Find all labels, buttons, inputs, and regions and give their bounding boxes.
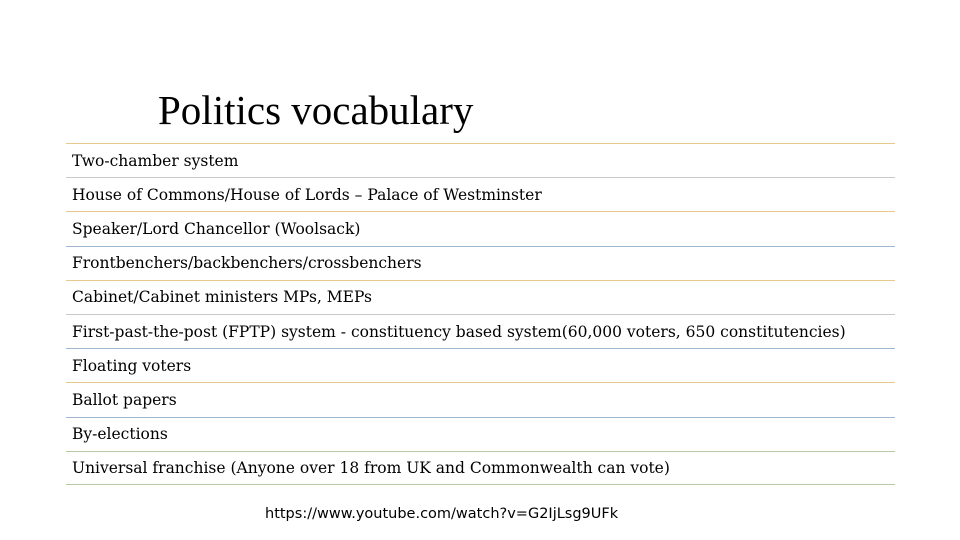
- vocabulary-item: Cabinet/Cabinet ministers MPs, MEPs: [66, 280, 895, 314]
- vocabulary-item: Ballot papers: [66, 382, 895, 416]
- vocabulary-item: By-elections: [66, 417, 895, 451]
- vocabulary-item: Floating voters: [66, 348, 895, 382]
- slide-title: Politics vocabulary: [158, 87, 474, 134]
- vocabulary-item: Frontbenchers/backbenchers/crossbenchers: [66, 246, 895, 280]
- vocabulary-list: [66, 143, 895, 485]
- vocabulary-item: Universal franchise (Anyone over 18 from UK and Commonwealth can vote): [66, 451, 895, 485]
- vocabulary-item: Two-chamber system: [66, 143, 895, 177]
- vocabulary-item: First-past-the-post (FPTP) system - constituency based system(60,000 voters, 650 constitutencies): [66, 314, 895, 348]
- youtube-link[interactable]: https://www.youtube.com/watch?v=G2IjLsg9UFk: [265, 506, 619, 522]
- vocabulary-item: House of Commons/House of Lords – Palace of Westminster: [66, 177, 895, 211]
- vocabulary-item: Speaker/Lord Chancellor (Woolsack): [66, 211, 895, 245]
